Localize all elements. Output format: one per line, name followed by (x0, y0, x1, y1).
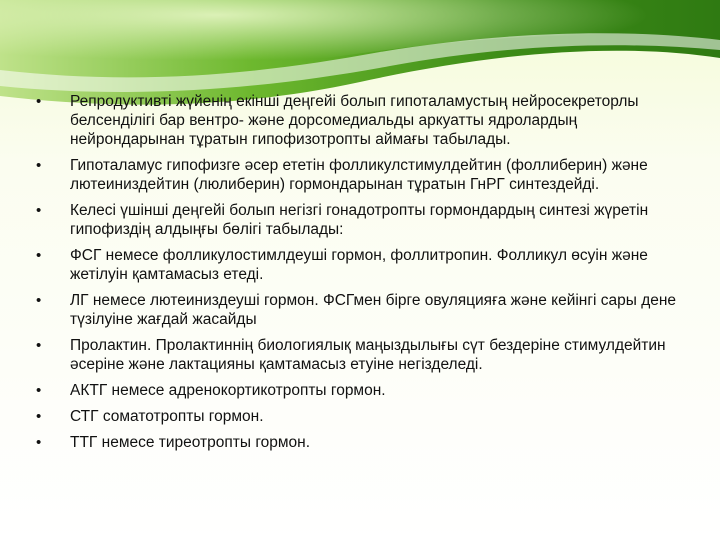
list-item (30, 336, 690, 374)
list-item (30, 381, 690, 400)
list-item (30, 201, 690, 239)
bullet-icon: • (36, 93, 42, 110)
list-item-text: ФСГ немесе фолликулостимлдеуші гормон, фоллитропин. Фолликул өсуін және жетілуін қамтамасыз етеді. (70, 247, 648, 283)
bullet-icon: • (36, 292, 42, 309)
bullet-icon: • (36, 157, 42, 174)
list-item-text: АКТГ немесе адренокортикотропты гормон. (70, 382, 386, 399)
list-item-text: ТТГ немесе тиреотропты гормон. (70, 434, 311, 451)
list-item (30, 407, 690, 426)
list-item (30, 433, 690, 452)
list-item (30, 156, 690, 194)
bullet-icon: • (36, 408, 42, 425)
slide-content (30, 92, 690, 459)
list-item-text: Пролактин. Пролактиннің биологиялық маңыздылығы сүт бездеріне стимулдейтин әсеріне және лактацияны қамтамасыз етуіне негізделеді. (70, 337, 666, 373)
bullet-icon: • (36, 434, 42, 451)
list-item (30, 246, 690, 284)
bullet-icon: • (36, 337, 42, 354)
bullet-icon: • (36, 382, 42, 399)
bullet-icon: • (36, 247, 42, 264)
list-item-text: СТГ соматотропты гормон. (70, 408, 264, 425)
bullet-icon: • (36, 202, 42, 219)
list-item-text: Репродуктивті жүйенің екінші деңгейі болып гипоталамустың нейросекреторлы белсенділігі бар вентро- және дорсомедиальды аркуатты ядролардың нейрондарынан тұратын гипофизотропты аймағы табылады. (70, 93, 639, 148)
list-item-text: Келесі үшінші деңгейі болып негізгі гонадотропты гормондардың синтезі жүретін гипофиздің алдыңғы бөлігі табылады: (70, 202, 649, 238)
list-item-text: Гипоталамус гипофизге әсер ететін фолликулстимулдейтин (фоллиберин) және лютеиниздейтин (люлиберин) гормондарынан тұратын ГнРГ синтездейді. (70, 157, 648, 193)
list-item (30, 92, 690, 149)
list-item-text: ЛГ немесе лютеиниздеуші гормон. ФСГмен бірге овуляцияға және кейінгі сары дене түзілуіне жағдай жасайды (70, 292, 677, 328)
list-item (30, 291, 690, 329)
bullet-list (30, 92, 690, 452)
